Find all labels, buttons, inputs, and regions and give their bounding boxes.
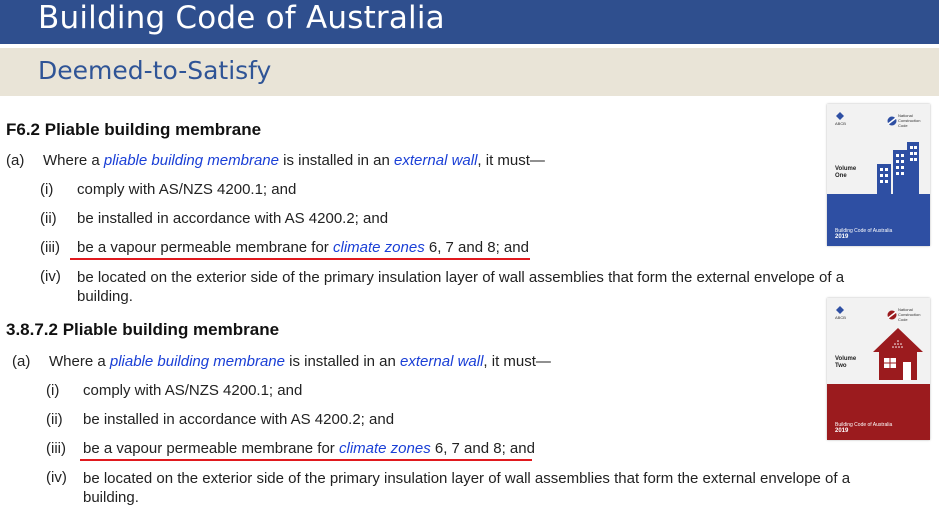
ncc-logo <box>887 113 922 128</box>
volume-number: Two <box>835 363 847 369</box>
clause-text-part: Where a <box>49 353 110 370</box>
defined-term-link[interactable]: pliable building membrane <box>103 152 279 169</box>
clause-text-part: , it must— <box>477 152 545 169</box>
item-number: (iii) <box>40 239 60 256</box>
defined-term-link[interactable]: external wall <box>400 353 484 370</box>
abcb-logo-icon <box>835 306 845 314</box>
item-text: be located on the exterior side of the primary insulation layer of wall assemblies that form the external envelope of a building. <box>77 269 845 305</box>
volume-two-cover <box>827 298 930 440</box>
clause-text-part: Where a <box>43 152 104 169</box>
abcb-text: ABCB <box>835 315 846 320</box>
item-text: comply with AS/NZS 4200.1; and <box>83 382 303 399</box>
item-number: (iv) <box>40 268 61 285</box>
ncc-text: National Construction Code <box>898 307 921 322</box>
defined-term-link[interactable]: climate zones <box>338 440 431 457</box>
defined-term-link[interactable]: climate zones <box>332 239 425 256</box>
item-text-part: 6, 7 and 8; and <box>424 239 529 256</box>
clause-text-part: , it must— <box>483 353 551 370</box>
volume-number: One <box>835 173 847 179</box>
item-text: comply with AS/NZS 4200.1; and <box>77 181 297 198</box>
item-text <box>77 239 529 256</box>
volume-label <box>835 166 856 180</box>
volume-one-cover <box>827 104 930 246</box>
clause-text <box>49 353 551 370</box>
defined-term-link[interactable]: pliable building membrane <box>109 353 285 370</box>
item-text: be located on the exterior side of the primary insulation layer of wall assemblies that form the external envelope of a building. <box>83 470 851 506</box>
defined-term-link[interactable]: external wall <box>394 152 478 169</box>
ncc-text: National Construction Code <box>898 113 921 128</box>
title-bar <box>0 0 939 44</box>
volume-word: Volume <box>835 356 857 362</box>
slide-subtitle: Deemed-to-Satisfy <box>38 56 272 85</box>
volume-word: Volume <box>835 166 857 172</box>
cover-footer <box>835 228 892 240</box>
item-number: (ii) <box>46 411 63 428</box>
clause-text-part: is installed in an <box>278 152 395 169</box>
section-heading-3-8-7-2: 3.8.7.2 Pliable building membrane <box>6 320 280 339</box>
item-text-part: be a vapour permeable membrane for <box>83 440 339 457</box>
abcb-logo-icon <box>835 112 845 120</box>
clause-text-part: is installed in an <box>284 353 401 370</box>
item-number: (i) <box>46 382 60 399</box>
item-text-part: be a vapour permeable membrane for <box>77 239 333 256</box>
bca-text: Building Code of Australia <box>835 422 893 428</box>
year-text: 2019 <box>835 234 849 240</box>
abcb-logo <box>835 306 846 320</box>
item-text: be installed in accordance with AS 4200.2; and <box>83 411 395 428</box>
ncc-logo-icon <box>887 310 897 320</box>
red-underline <box>80 459 532 461</box>
volume-label <box>835 356 856 370</box>
year-text: 2019 <box>835 428 849 434</box>
abcb-logo <box>835 112 846 126</box>
clause-number: (a) <box>6 152 25 169</box>
red-underline <box>70 258 530 260</box>
cover-footer <box>835 422 892 434</box>
item-text-part: 6, 7 and 8; and <box>430 440 535 457</box>
buildings-icon <box>877 142 921 194</box>
clause-text <box>43 152 545 169</box>
item-number: (i) <box>40 181 54 198</box>
abcb-text: ABCB <box>835 121 846 126</box>
item-text: be installed in accordance with AS 4200.2; and <box>77 210 389 227</box>
subtitle-bar <box>0 48 939 96</box>
item-text <box>83 440 535 457</box>
ncc-logo-icon <box>887 116 897 126</box>
ncc-logo <box>887 307 922 322</box>
cover-band <box>827 194 930 246</box>
item-number: (ii) <box>40 210 57 227</box>
slide-title: Building Code of Australia <box>38 0 445 36</box>
house-icon <box>871 326 925 382</box>
item-number: (iii) <box>46 440 66 457</box>
cover-band <box>827 384 930 440</box>
bca-text: Building Code of Australia <box>835 228 893 234</box>
item-number: (iv) <box>46 469 67 486</box>
section-heading-f6-2: F6.2 Pliable building membrane <box>6 120 262 139</box>
clause-number: (a) <box>12 353 31 370</box>
